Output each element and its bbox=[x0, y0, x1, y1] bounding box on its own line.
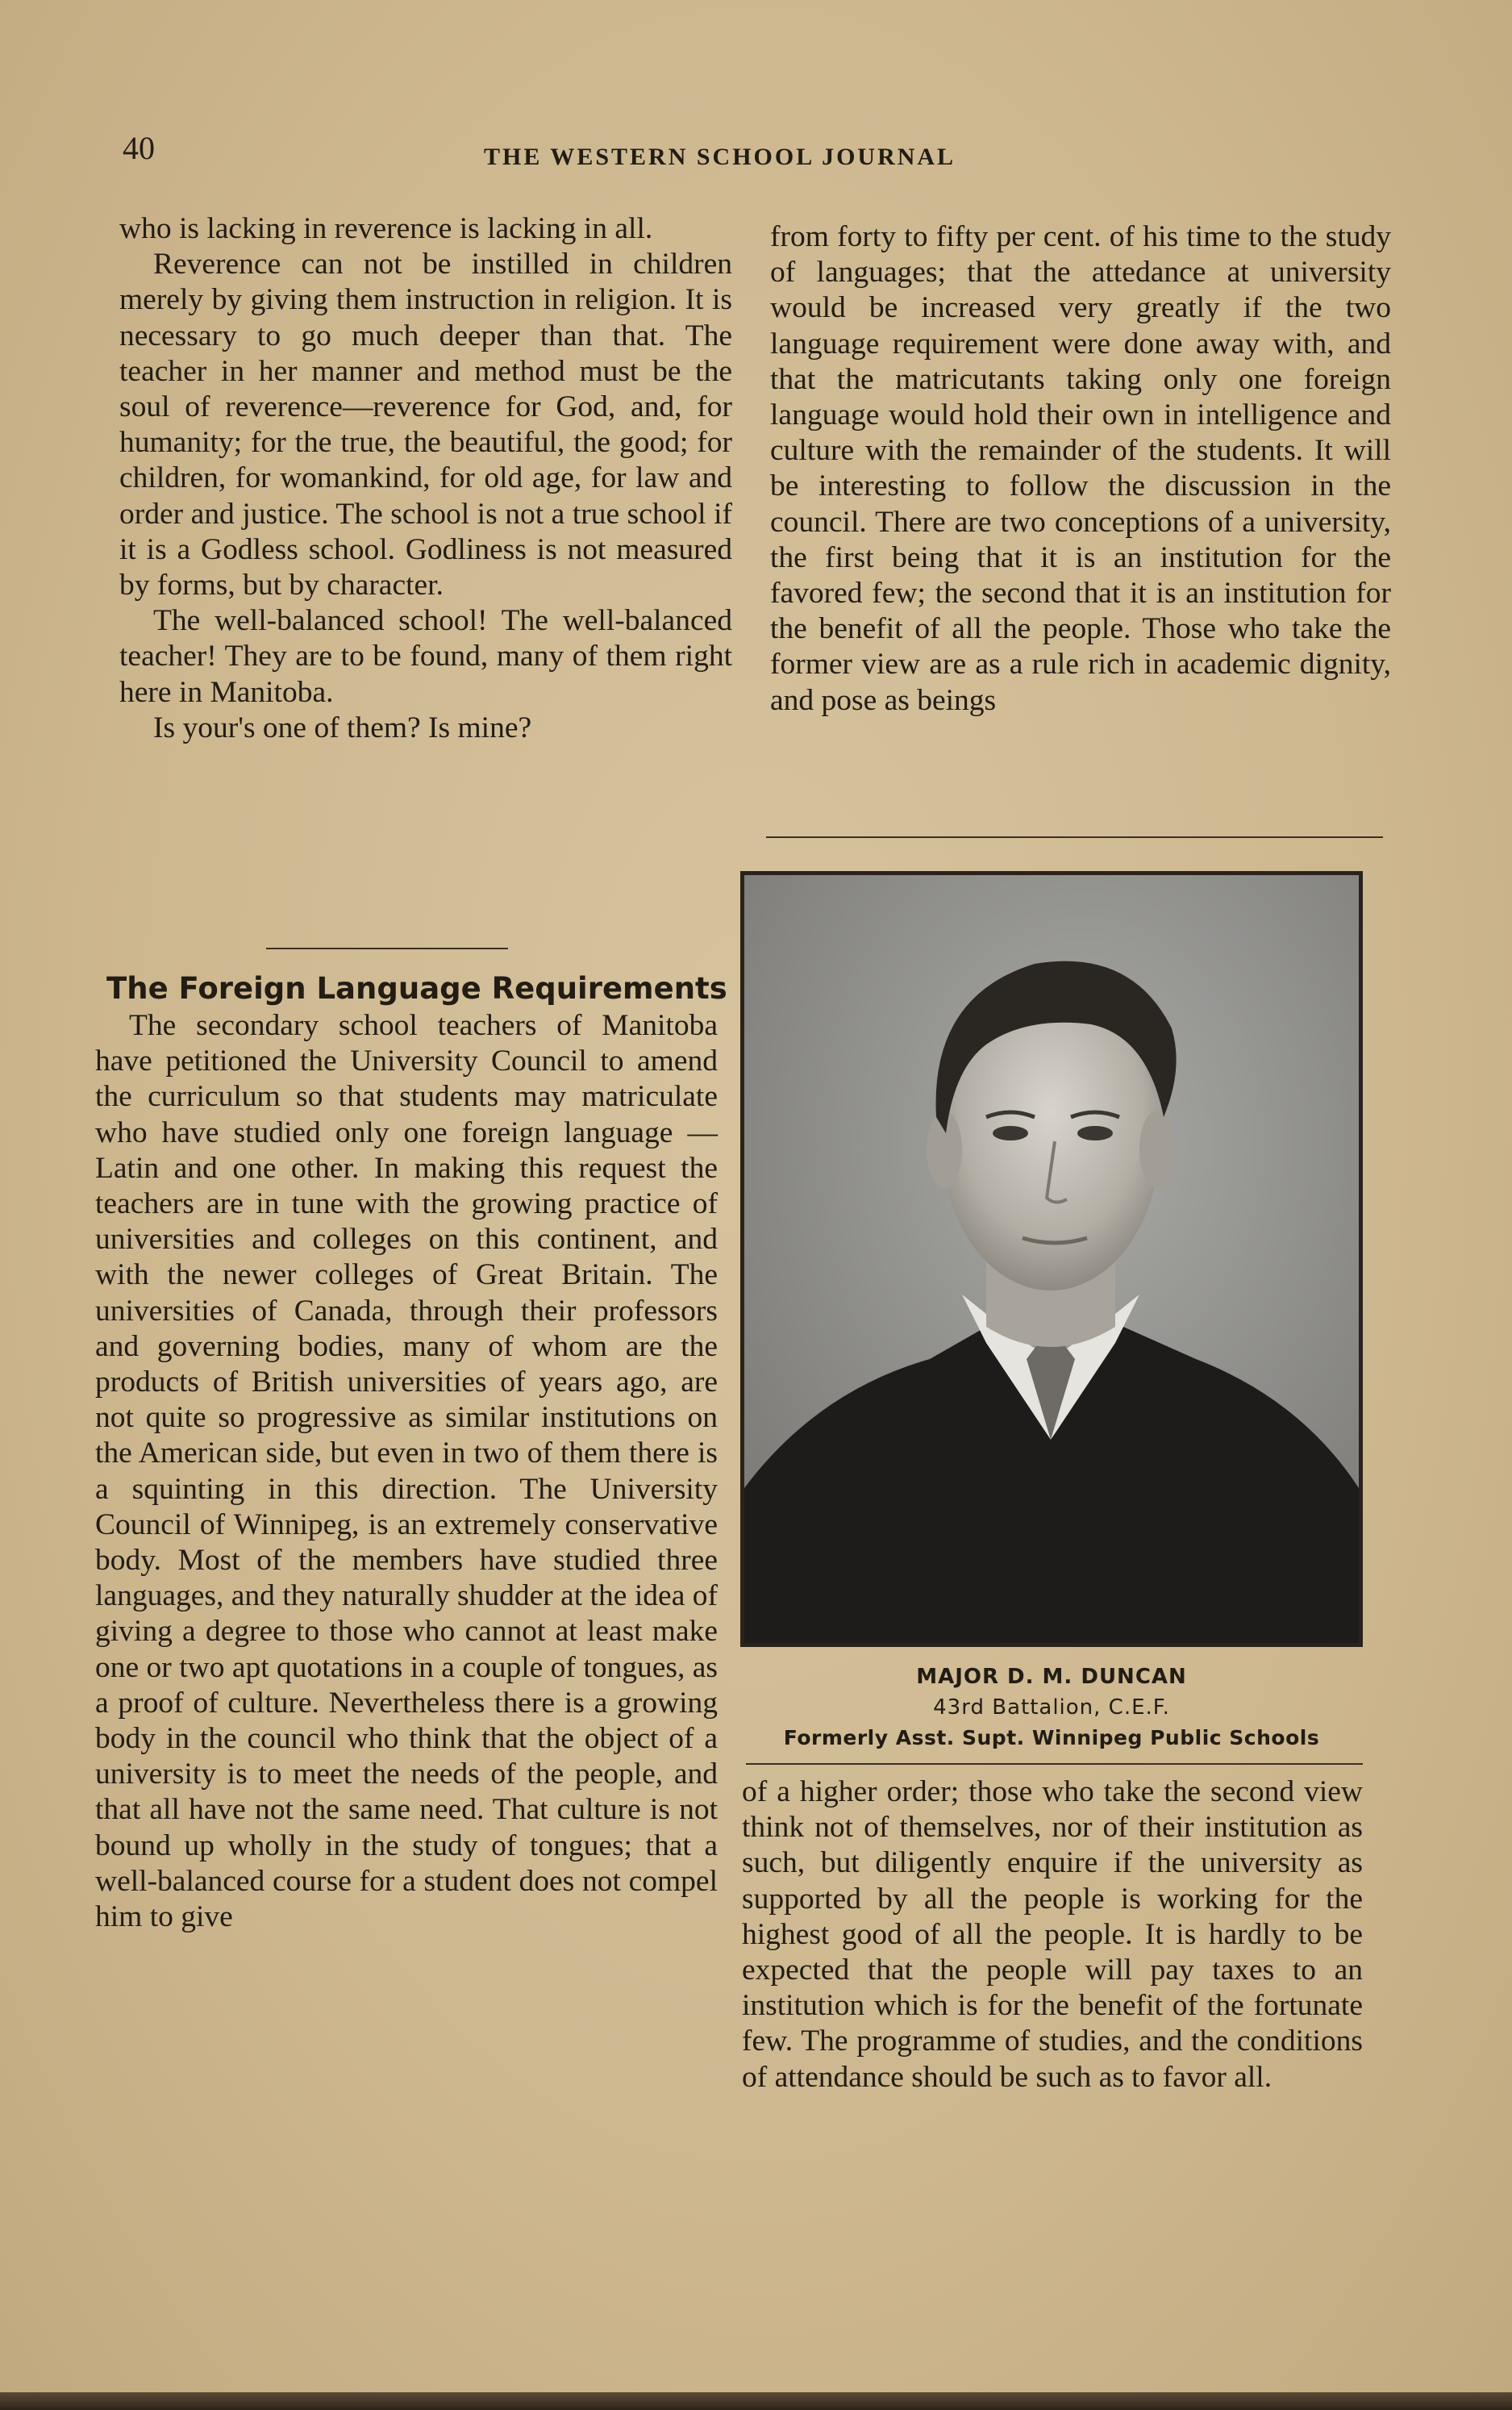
section-heading: The Foreign Language Requirements bbox=[106, 971, 727, 1006]
portrait-photo bbox=[740, 871, 1363, 1647]
left-column-top bbox=[119, 211, 732, 746]
photo-caption-former-role: Formerly Asst. Supt. Winnipeg Public Schools bbox=[783, 1726, 1320, 1749]
article-paragraph-left: The secondary school teachers of Manitoba have petitioned the University Council to amend the curriculum so that students may matriculate who have studied only one foreign language —Latin and one other. In making this request the teachers are in tune with the growing practice of universities and colleges on this continent, and with the newer colleges of Great Britain. The universities of Canada, through their professors and governing bodies, many of whom are the products of British universities of years ago, are not quite so progressive as similar institutions on the American side, but even in two of them there is a squinting in this direction. The University Council of Winnipeg, is an extremely conservative body. Most of the members have studied three languages, and they naturally shudder at the idea of giving a degree to those who cannot at least make one or two apt quotations in a couple of tongues, as a proof of culture. Nevertheless there is a growing body in the council who think that the object of a university is to meet the needs of the people, and that all have not the same need. That culture is not bound up wholly in the study of tongues; that a well-balanced course for a student does not compel him to give bbox=[95, 1009, 718, 1934]
photo-caption-unit: 43rd Battalion, C.E.F. bbox=[933, 1695, 1170, 1720]
page-number: 40 bbox=[123, 130, 155, 166]
article-paragraph-right-top: from forty to fifty per cent. of his time to the study of languages; that the attedance at university would be increased very greatly if the two language requirement were done away with, and that the matricutants taking only one foreign language would hold their own in intelligence and culture with the remainder of the students. It will be interesting to follow the discussion in the council. There are two conceptions of a university, the first being that it is an institution for the favored few; the second that it is an institution for the benefit of all the people. Those who take the former view are as a rule rich in academic dignity, and pose as beings bbox=[770, 220, 1391, 717]
paragraph-reverence: Reverence can not be instilled in children merely by giving them instruction in religion. It is necessary to go much deeper than that. The teacher in her manner and method must be the soul of reverence—reverence for God, and, for humanity; for the true, the beautiful, the good; for children, for womankind, for old age, for law and order and justice. The school is not a true school if it is a Godless school. Godliness is not measured by forms, but by character. bbox=[119, 248, 732, 602]
article-paragraph-right-bottom: of a higher order; those who take the second view think not of themselves, nor of their institution as such, but diligently enquire if the university as supported by all the people is working for the highest good of all the people. It is hardly to be expected that the people will pay taxes to an institution which is for the benefit of the fortunate few. The programme of studies, and the conditions of attendance should be such as to favor all. bbox=[742, 1775, 1363, 2094]
page-bottom-edge bbox=[0, 2392, 1512, 2410]
photo-bottom-rule bbox=[746, 1763, 1363, 1765]
section-divider bbox=[266, 948, 508, 949]
right-column-bottom bbox=[742, 1774, 1363, 2095]
photo-caption-name: MAJOR D. M. DUNCAN bbox=[916, 1665, 1187, 1689]
paragraph-well-balanced: The well-balanced school! The well-balanced teacher! They are to be found, many of them right here in Manitoba. bbox=[119, 604, 732, 709]
running-head: THE WESTERN SCHOOL JOURNAL bbox=[484, 144, 956, 170]
paragraph-continuation: who is lacking in reverence is lacking in all. bbox=[119, 212, 653, 245]
paragraph-question: Is your's one of them? Is mine? bbox=[153, 711, 532, 744]
left-column-article bbox=[95, 1008, 718, 1935]
portrait-image bbox=[744, 875, 1359, 1643]
right-column-top bbox=[770, 219, 1391, 719]
photo-top-rule bbox=[766, 836, 1383, 838]
